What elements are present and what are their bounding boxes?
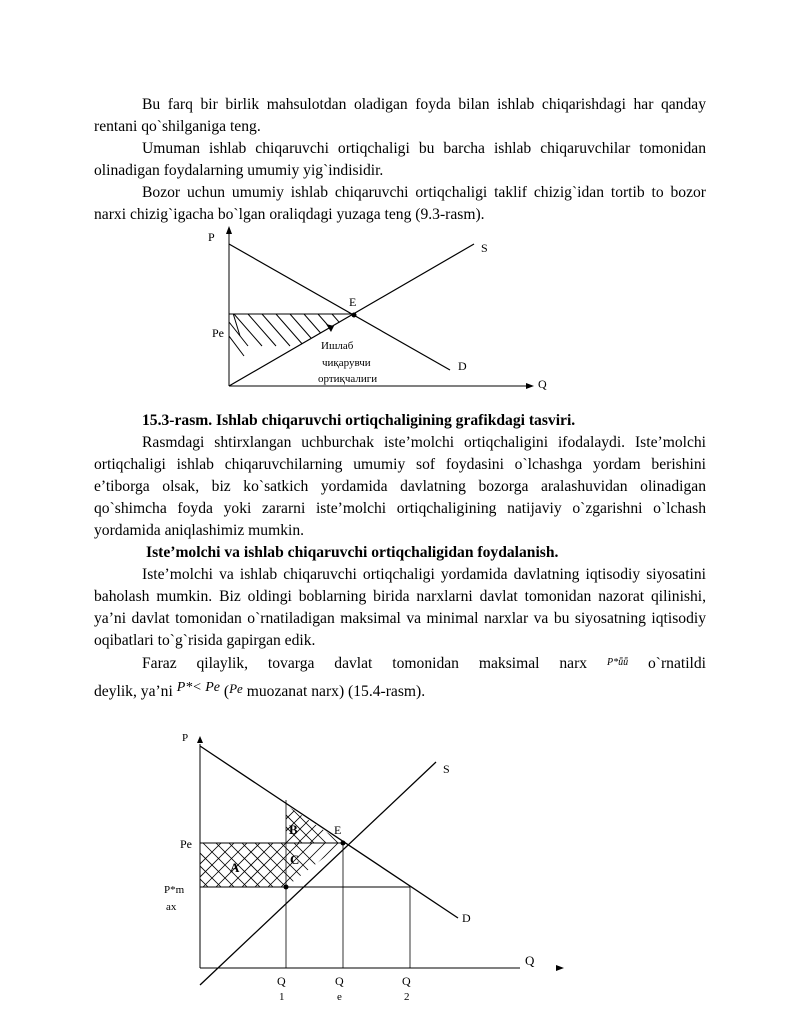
fig1-e-label: E [349, 295, 357, 309]
fig2-q1-label-top: Q [277, 974, 286, 988]
deylik-text: deylik, ya’ni [94, 683, 173, 700]
fig1-area-label-1: Ишлаб [321, 340, 354, 352]
price-inequality: P*< Pe [176, 680, 220, 695]
fig2-area-c-label: C [290, 852, 300, 867]
figure-price-ceiling [0, 726, 800, 1035]
paragraph-max-price-line2 [94, 677, 706, 703]
fig2-equilibrium-point [341, 841, 346, 846]
fig2-p-label: P [182, 732, 189, 744]
fig1-equilibrium-point [352, 313, 357, 318]
fig2-area-a-label: A [230, 860, 240, 875]
fig1-pe-label: Pe [212, 326, 224, 340]
fig2-ceiling-point [284, 885, 289, 890]
fig2-pe-label: Pe [180, 837, 192, 851]
fig2-q1-label-bottom: 1 [279, 991, 285, 1003]
fig2-qe-label-top: Q [335, 974, 344, 988]
paragraph-rent: Bu farq bir birlik mahsulotdan oladigan foyda bilan ishlab chiqarishdagi har qanday rentani qo`shilganiga teng. [94, 96, 706, 135]
figure-caption: 15.3-rasm. Ishlab chiqaruvchi ortiqchaligining grafikdagi tasviri. [142, 412, 576, 429]
paragraph-max-price [94, 652, 706, 675]
max-price-text-end: o`rnatildi [647, 655, 706, 672]
fig2-qe-label-bottom: e [337, 991, 342, 1003]
fig2-e-label: E [334, 823, 342, 837]
section-heading: Iste’molchi va ishlab chiqaruvchi ortiqchaligidan foydalanish. [146, 544, 559, 561]
figure-producer-surplus [0, 220, 800, 400]
fig2-pmax-label-2: ax [166, 901, 177, 913]
fig2-pmax-label-1: P*m [164, 884, 185, 896]
paren-open: ( [223, 683, 230, 700]
fig2-q2-label-top: Q [402, 974, 411, 988]
paragraph-policy: Iste’molchi va ishlab chiqaruvchi ortiqchaligi yordamida davlatning iqtisodiy siyosatini baholash mumkin. Biz oldingi boblarning birida narxlarni davlat tomonidan nazorat qilinishi, ya’ni davlat tomonidan o`rnatiladigan maksimal va minimal narxlar va bu siyosatning iqtisodiy oqibatlari to`g`risida gapirgan edik. [94, 566, 706, 649]
pe-symbol: Pe [229, 681, 243, 696]
equilibrium-price-text: muozanat narx) (15.4-rasm). [246, 683, 426, 700]
fig2-q-axis-arrow-icon [556, 965, 564, 971]
text-block-middle [94, 410, 706, 703]
fig2-demand-line [200, 746, 458, 918]
fig2-q2-label-bottom: 2 [404, 991, 410, 1003]
fig1-q-axis-arrow-icon [526, 383, 534, 389]
text-block-top [94, 94, 706, 226]
max-price-text: Faraz qilaylik, tovarga davlat tomonidan maksimal narx [142, 655, 588, 672]
fig1-q-label: Q [538, 377, 547, 391]
fig1-p-axis-arrow-icon [226, 226, 232, 234]
paragraph-market-surplus: Bozor uchun umumiy ishlab chiqaruvchi ortiqchaligi taklif chizig`idan tortib to bozor narxi chizig`igacha bo`lgan oraliqdagi yuzaga teng (9.3-rasm). [94, 184, 706, 223]
fig1-area-label-2: чиқарувчи [322, 357, 371, 369]
fig2-p-axis-arrow-icon [197, 736, 203, 743]
pmax-symbol: P*ǖǖ [606, 657, 629, 668]
fig1-d-label: D [458, 359, 467, 373]
fig2-area-b-label: B [289, 822, 298, 837]
fig2-d-label: D [462, 911, 471, 925]
fig1-p-label: P [208, 230, 215, 244]
paragraph-producer-surplus: Umuman ishlab chiqaruvchi ortiqchaligi bu barcha ishlab chiqaruvchilar tomonidan olinadigan foydalarning umumiy yig`indisidir. [94, 140, 706, 179]
fig1-s-label: S [481, 241, 488, 255]
fig2-q-label: Q [525, 953, 535, 968]
paragraph-consumer-surplus: Rasmdagi shtirxlangan uchburchak iste’molchi ortiqchaligini ifodalaydi. Iste’molchi ortiqchaligi ishlab chiqaruvchilarning umumiy sof foydasini o`lchashga yordam berishini e’tiborga olsak, biz ko`satkich yordamida davlatning bozorga aralashuvidan olinadigan qo`shimcha foyda yoki zararni iste’molchi ortiqchaligining natijaviy o`zgarishni o`lchash yordamida aniqlashimiz mumkin. [94, 434, 706, 539]
fig2-s-label: S [443, 762, 450, 776]
fig1-area-label-3: ортиқчалиги [318, 373, 378, 385]
fig1-surplus-hatching [229, 300, 240, 336]
